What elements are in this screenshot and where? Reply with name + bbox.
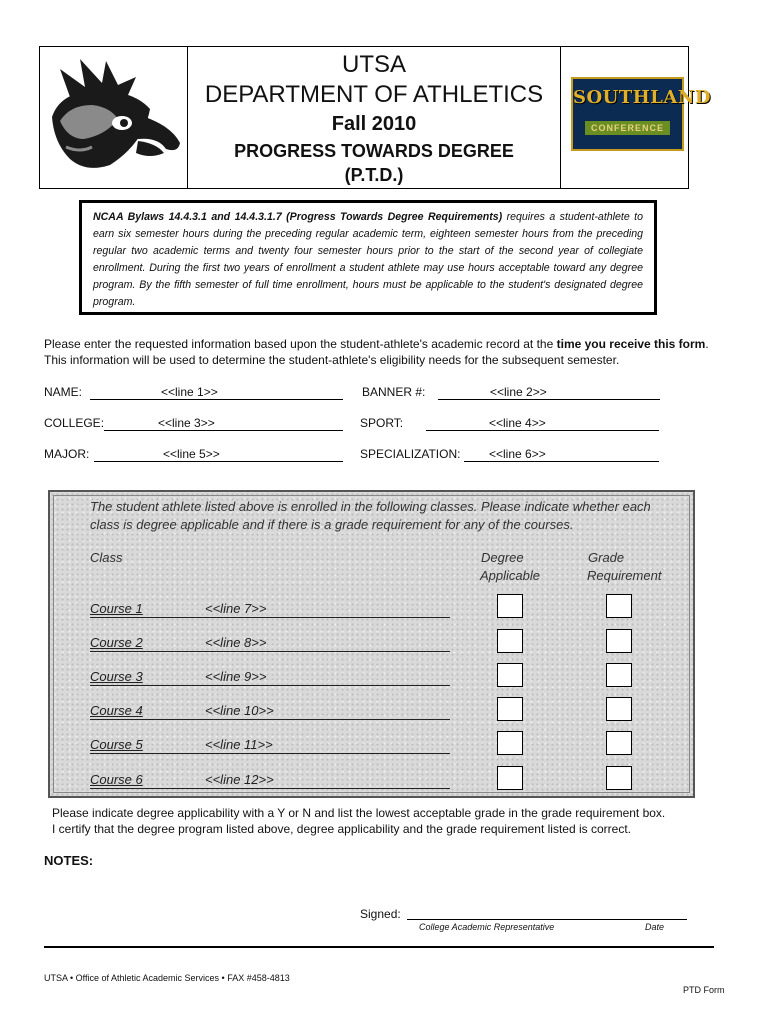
course-row-5 (50, 728, 693, 758)
grade-requirement-box[interactable] (606, 594, 632, 618)
course-label: Course 1 (90, 601, 143, 616)
specialization-value[interactable]: <<line 6>> (489, 447, 546, 461)
intro-text-1: Please enter the requested information based upon the student-athlete's academic record at the (44, 337, 557, 351)
course-label: Course 3 (90, 669, 143, 684)
date-label: Date (645, 922, 665, 932)
rep-label: College Academic Representative (419, 922, 555, 932)
degree-applicable-box[interactable] (497, 731, 523, 755)
specialization-field[interactable] (360, 447, 660, 463)
course-line (90, 601, 450, 618)
course-value[interactable]: <<line 12>> (205, 772, 274, 787)
classes-box (48, 490, 695, 798)
southland-logo-word: SOUTHLAND (573, 87, 711, 108)
banner-label: BANNER #: (362, 385, 426, 399)
degree-applicable-box[interactable] (497, 663, 523, 687)
intro-text-2: . This information will be used to determine the student-athlete's eligibility needs for the subsequent semester. (44, 337, 709, 367)
notes-label: NOTES: (44, 853, 94, 868)
sport-field[interactable] (360, 416, 660, 432)
grade-requirement-box[interactable] (606, 766, 632, 790)
banner-line (438, 385, 660, 400)
degree-applicable-box[interactable] (497, 697, 523, 721)
course-value[interactable]: <<line 7>> (205, 601, 267, 616)
bylaw-text: requires a student-athlete to earn six semester hours during the preceding regular academic term, eighteen semester hours from the preceding regular two academic terms and twenty four semester hours prior to the start of the second year of collegiate enrollment. During the first two years of enrollment a student athlete may use hours acceptable toward any degree program. By the fifth semester of full time enrollment, hours must be applicable to the student's designated degree program. (93, 211, 643, 308)
intro-paragraph (44, 336, 724, 368)
office-footer: UTSA • Office of Athletic Academic Services • FAX #458-4813 (44, 973, 290, 983)
course-label: Course 4 (90, 703, 143, 718)
course-label: Course 6 (90, 772, 143, 787)
name-value[interactable]: <<line 1>> (161, 385, 218, 399)
grade-requirement-box[interactable] (606, 629, 632, 653)
course-row-1 (50, 592, 693, 622)
course-row-2 (50, 626, 693, 656)
bylaw-citation: NCAA Bylaws 14.4.3.1 and 14.4.3.1.7 (Progress Towards Degree Requirements) (93, 211, 503, 223)
header-line-2: DEPARTMENT OF ATHLETICS (204, 81, 544, 108)
term-title: Fall 2010 (331, 113, 417, 135)
degree-applicable-box[interactable] (497, 629, 523, 653)
instruction-line-2: I certify that the degree program listed above, degree applicability and the grade requirement listed is correct. (52, 822, 631, 836)
major-value[interactable]: <<line 5>> (163, 447, 220, 461)
sport-value[interactable]: <<line 4>> (489, 416, 546, 430)
grade-requirement-box[interactable] (606, 731, 632, 755)
conference-logo-cell (560, 47, 711, 188)
instruction-line-1: Please indicate degree applicability with a Y or N and list the lowest acceptable grade in the grade requirement box. (52, 806, 666, 820)
intro-emphasis: time you receive this form (556, 337, 706, 351)
banner-field[interactable] (362, 385, 662, 401)
sport-label: SPORT: (360, 416, 404, 430)
form-title: PROGRESS TOWARDS DEGREE (234, 141, 514, 161)
col-degree-header-2: Applicable (480, 568, 540, 583)
major-field[interactable] (44, 447, 344, 463)
classes-instructions: The student athlete listed above is enrolled in the following classes. Please indicate whether each class is degree applicable and if there is a grade requirement for any of the courses. (90, 499, 651, 532)
specialization-label: SPECIALIZATION: (360, 447, 461, 461)
major-label: MAJOR: (44, 447, 90, 461)
course-line (90, 669, 450, 686)
form-id: PTD Form (683, 985, 725, 995)
col-grade-header-1: Grade (588, 550, 625, 565)
course-value[interactable]: <<line 10>> (205, 703, 274, 718)
course-row-4 (50, 694, 693, 724)
course-value[interactable]: <<line 8>> (205, 635, 267, 650)
degree-applicable-box[interactable] (497, 594, 523, 618)
banner-value[interactable]: <<line 2>> (490, 385, 547, 399)
college-line (104, 416, 343, 431)
course-row-6 (50, 762, 693, 792)
name-label: NAME: (44, 385, 83, 399)
form-header (39, 46, 711, 189)
college-label: COLLEGE: (44, 416, 105, 430)
degree-applicable-box[interactable] (497, 766, 523, 790)
col-degree-header-1: Degree (481, 550, 524, 565)
signed-label: Signed: (360, 907, 401, 921)
col-class-header: Class (90, 550, 123, 565)
course-line (90, 635, 450, 652)
name-field[interactable] (44, 385, 344, 401)
course-label: Course 5 (90, 737, 143, 752)
college-value[interactable]: <<line 3>> (158, 416, 215, 430)
southland-logo (571, 77, 711, 151)
college-field[interactable] (44, 416, 344, 432)
utsa-logo-cell (40, 47, 188, 188)
course-value[interactable]: <<line 9>> (205, 669, 267, 684)
course-label: Course 2 (90, 635, 143, 650)
grade-requirement-box[interactable] (606, 663, 632, 687)
grade-requirement-box[interactable] (606, 697, 632, 721)
roadrunner-icon (40, 47, 187, 188)
bylaw-box (79, 200, 657, 315)
southland-logo-band: CONFERENCE (585, 121, 670, 135)
course-row-3 (50, 660, 693, 690)
form-abbrev: (P.T.D.) (344, 165, 404, 185)
footer-rule (44, 946, 714, 948)
header-line-1: UTSA (341, 51, 406, 78)
col-grade-header-2: Requirement (587, 568, 662, 583)
signature-line[interactable] (407, 919, 687, 920)
course-value[interactable]: <<line 11>> (205, 737, 273, 752)
